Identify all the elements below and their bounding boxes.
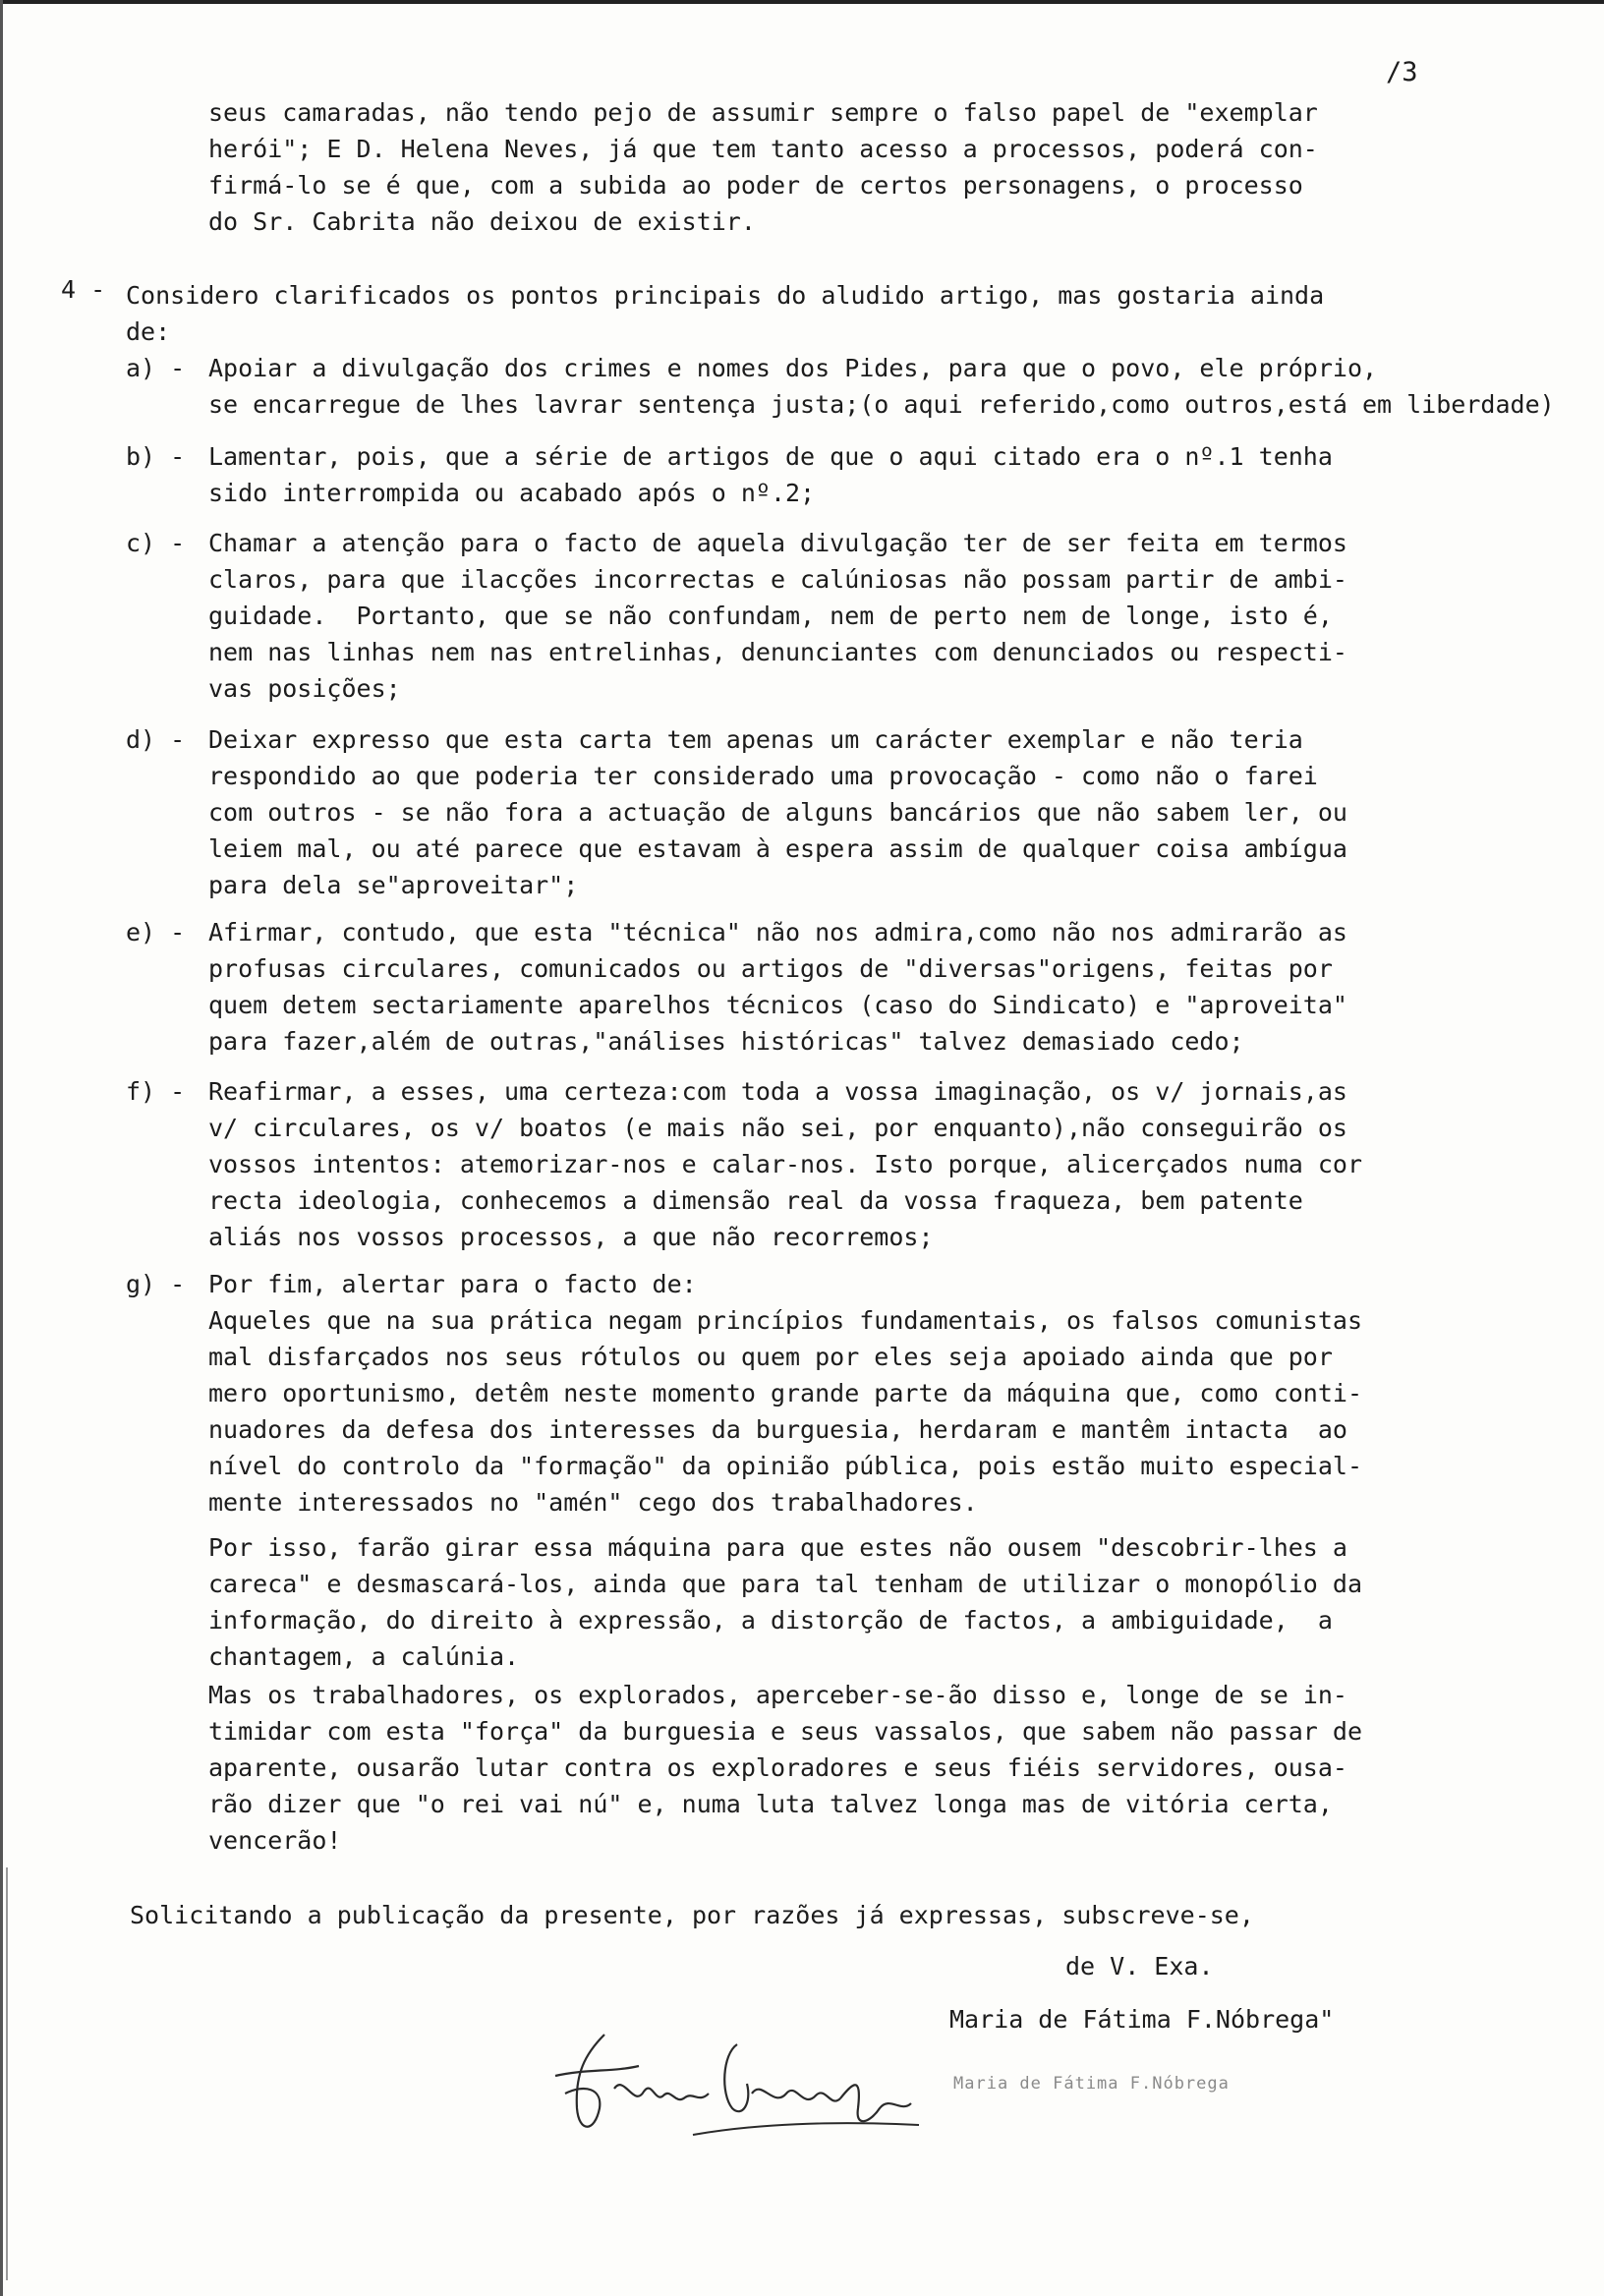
- item-a-letter: a) -: [126, 354, 186, 382]
- item-d-text: Deixar expresso que esta carta tem apenas um carácter exemplar e não teria respondido ao que poderia ter considerado uma provocação - como não o farei com outros - se não fora a actuação de alguns bancários que não sabem ler, ou leiem mal, ou até parece que estavam à espera assim de qualquer coisa ambígua para dela se"aproveitar";: [208, 725, 1347, 899]
- item-e-letter: e) -: [126, 918, 186, 947]
- item-f-letter: f) -: [126, 1077, 186, 1106]
- scan-top-edge: [0, 0, 1604, 4]
- item-c-letter: c) -: [126, 529, 186, 557]
- point-4-number: 4 -: [61, 275, 106, 304]
- page-number: /3: [1386, 57, 1418, 87]
- item-b-text: Lamentar, pois, que a série de artigos de que o aqui citado era o nº.1 tenha sido interrompida ou acabado após o nº.2;: [208, 442, 1333, 507]
- item-c-text: Chamar a atenção para o facto de aquela divulgação ter de ser feita em termos claros, para que ilacções incorrectas e calúniosas não possam partir de ambi- guidade. Portanto, que se não confundam, nem de perto nem de longe, isto é, nem nas linhas nem nas entrelinhas, denunciantes com denunciados ou respecti- vas posições;: [208, 529, 1347, 703]
- item-b-letter: b) -: [126, 442, 186, 471]
- scan-left-shadow: [6, 1867, 8, 2280]
- item-f-text: Reafirmar, a esses, uma certeza:com toda a vossa imaginação, os v/ jornais,as v/ circulares, os v/ boatos (e mais não sei, por enquanto),não conseguirão os vossos intentos: atemorizar-nos e calar-nos. Isto porque, alicerçados numa cor recta ideologia, conhecemos a dimensão real da vossa fraqueza, bem patente aliás nos vossos processos, a que não recorremos;: [208, 1077, 1362, 1251]
- intro-paragraph: seus camaradas, não tendo pejo de assumir sempre o falso papel de "exemplar herói"; E D. Helena Neves, já que tem tanto acesso a processos, poderá con- firmá-lo se é que, com a subida ao poder de certos personagens, o processo do Sr. Cabrita não deixou de existir.: [208, 98, 1318, 236]
- scan-left-edge: [0, 0, 3, 2296]
- item-g-paragraph-2: Por isso, farão girar essa máquina para que estes não ousem "descobrir-lhes a careca" e desmascará-los, ainda que para tal tenham de utilizar o monopólio da informação, do direito à expressão, a distorção de factos, a ambiguidade, a chantagem, a calúnia.: [208, 1533, 1362, 1671]
- item-g-letter: g) -: [126, 1270, 186, 1298]
- signer-name: Maria de Fátima F.Nóbrega": [949, 2005, 1335, 2034]
- item-e-text: Afirmar, contudo, que esta "técnica" não nos admira,como não nos admirarão as profusas circulares, comunicados ou artigos de "diversas"origens, feitas por quem detem sectariamente aparelhos técnicos (caso do Sindicato) e "aproveita" para fazer,além de outras,"análises históricas" talvez demasiado cedo;: [208, 918, 1347, 1056]
- handwritten-signature: [545, 2015, 939, 2162]
- closing-line: Solicitando a publicação da presente, por razões já expressas, subscreve-se,: [130, 1901, 1254, 1929]
- item-a-text: Apoiar a divulgação dos crimes e nomes dos Pides, para que o povo, ele próprio, se encarregue de lhes lavrar sentença justa;(o aqui referido,como outros,está em liberdade): [208, 354, 1555, 419]
- item-g-paragraph-3: Mas os trabalhadores, os explorados, aperceber-se-ão disso e, longe de se in- timidar com esta "força" da burguesia e seus vassalos, que sabem não passar de aparente, ousarão lutar contra os exploradores e seus fiéis servidores, ousa- rão dizer que "o rei vai nú" e, numa luta talvez longa mas de vitória certa, vencerão!: [208, 1681, 1362, 1855]
- item-d-letter: d) -: [126, 725, 186, 754]
- faded-stamp-text: Maria de Fátima F.Nóbrega: [953, 2074, 1230, 2094]
- point-4-text: Considero clarificados os pontos principais do aludido artigo, mas gostaria ainda de:: [126, 281, 1325, 346]
- salutation: de V. Exa.: [1065, 1952, 1214, 1980]
- item-g-text: Por fim, alertar para o facto de: Aqueles que na sua prática negam princípios fundamentais, os falsos comunistas mal disfarçados nos seus rótulos ou quem por eles seja apoiado ainda que por mero oportunismo, detêm neste momento grande parte da máquina que, como conti- nuadores da defesa dos interesses da burguesia, herdaram e mantêm intacta ao nível do controlo da "formação" da opinião pública, pois estão muito especial- mente interessados no "amén" cego dos trabalhadores.: [208, 1270, 1362, 1517]
